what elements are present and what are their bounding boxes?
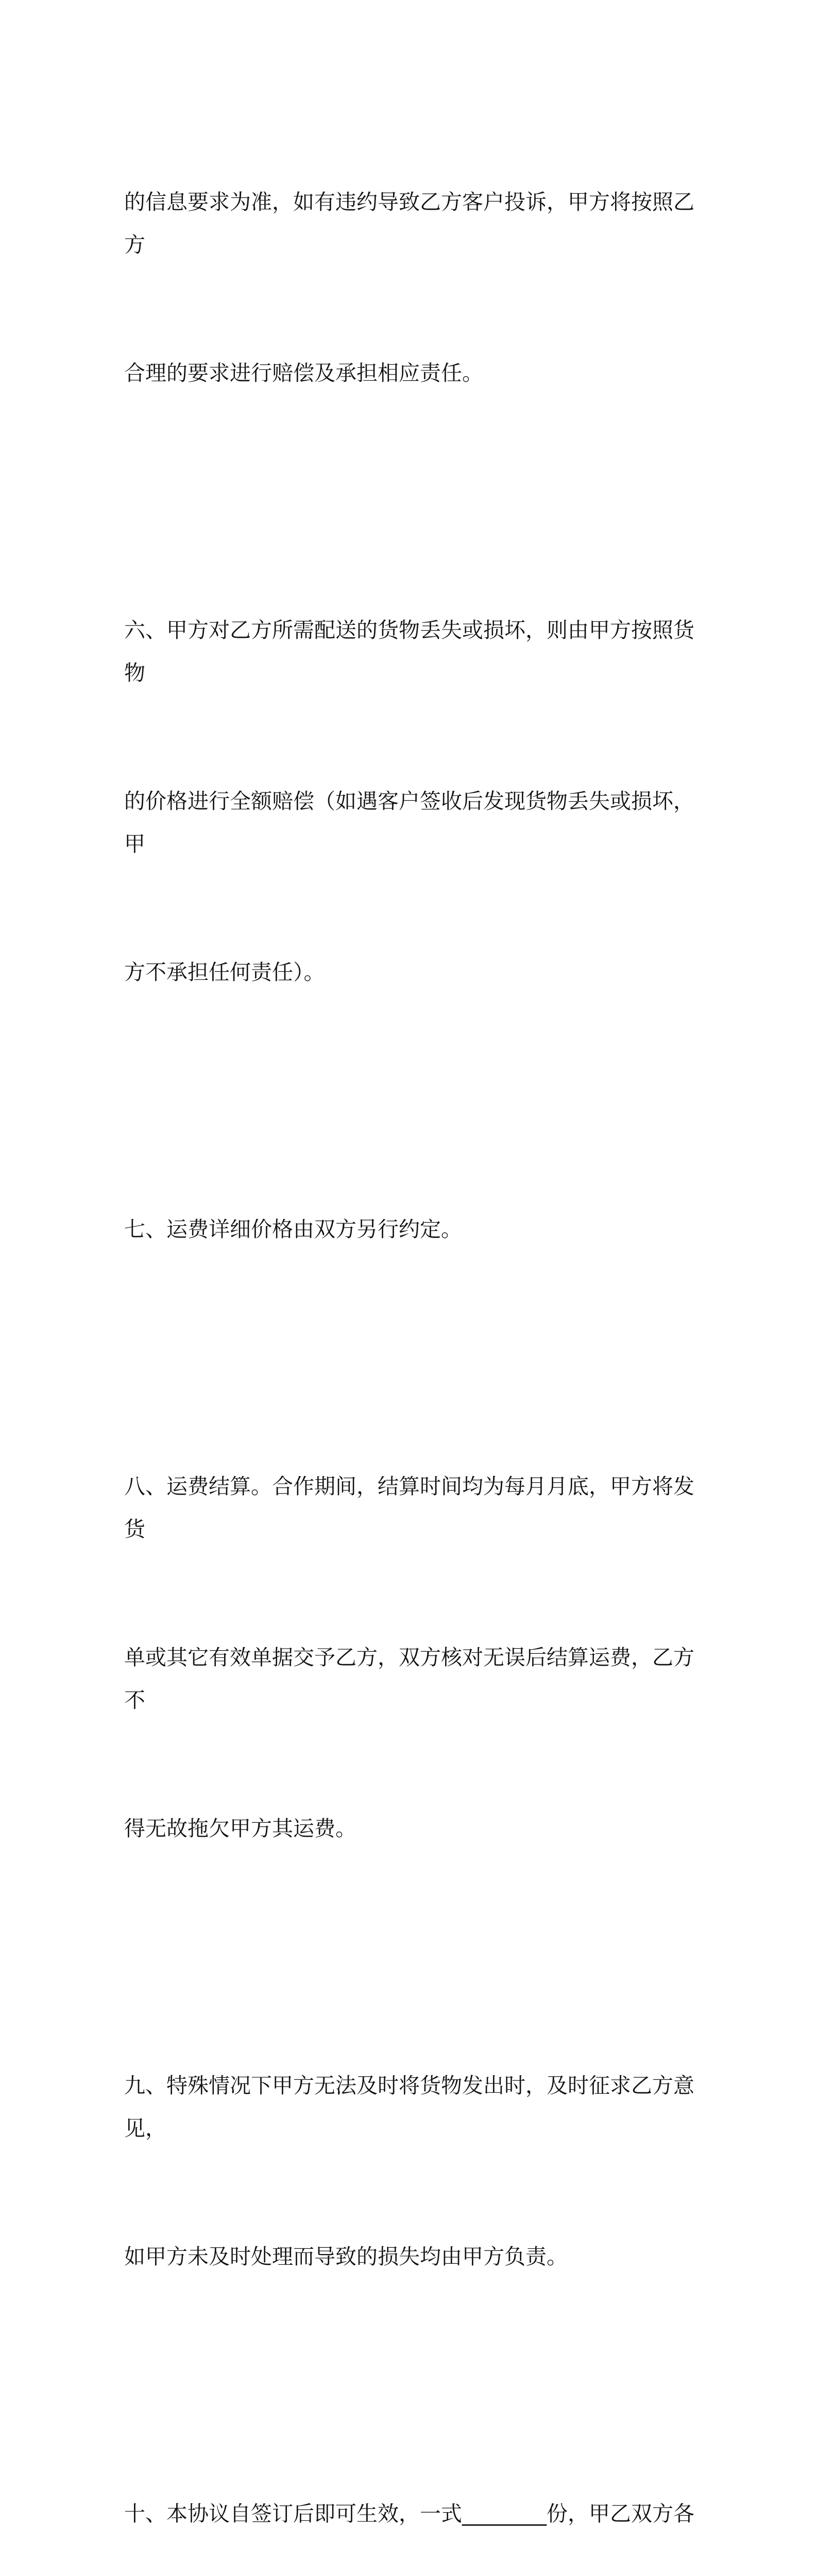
text-line: 合理的要求进行赔偿及承担相应责任。 <box>124 361 483 385</box>
text-line: 单或其它有效单据交予乙方，双方核对无误后结算运费，乙方不 <box>124 1645 694 1713</box>
clause-8 <box>124 1380 701 1936</box>
paragraph-gap <box>124 2364 701 2407</box>
text-line: 六、甲方对乙方所需配送的货物丢失或损坏，则由甲方按照货物 <box>124 618 694 685</box>
text-line: 如甲方未及时处理而导致的损失均由甲方负责。 <box>124 2244 568 2269</box>
text-line: 八、运费结算。合作期间，结算时间均为每月月底，甲方将发货 <box>124 1474 694 1541</box>
text-line: 十、本协议自签订后即可生效，一式________份，甲乙双方各 <box>124 2501 694 2526</box>
text-line: 方不承担任何责任）。 <box>124 960 325 985</box>
clause-9 <box>124 1979 701 2364</box>
paragraph-gap <box>124 1936 701 1979</box>
clause-5-continued <box>124 95 701 480</box>
clause-10 <box>124 2407 701 2576</box>
paragraph-gap <box>124 1079 701 1123</box>
text-line: 的价格进行全额赔偿（如遇客户签收后发现货物丢失或损坏，甲 <box>124 789 694 856</box>
text-line: 九、特殊情况下甲方无法及时将货物发出时，及时征求乙方意见， <box>124 2073 694 2141</box>
text-line: 得无故拖欠甲方其运费。 <box>124 1816 356 1841</box>
paragraph-gap <box>124 1336 701 1380</box>
paragraph-gap <box>124 480 701 523</box>
document-body <box>124 95 701 2576</box>
clause-7 <box>124 1123 701 1336</box>
text-line: 的信息要求为准，如有违约导致乙方客户投诉，甲方将按照乙方 <box>124 190 694 257</box>
clause-6 <box>124 523 701 1079</box>
text-line: 七、运费详细价格由双方另行约定。 <box>124 1217 462 1242</box>
